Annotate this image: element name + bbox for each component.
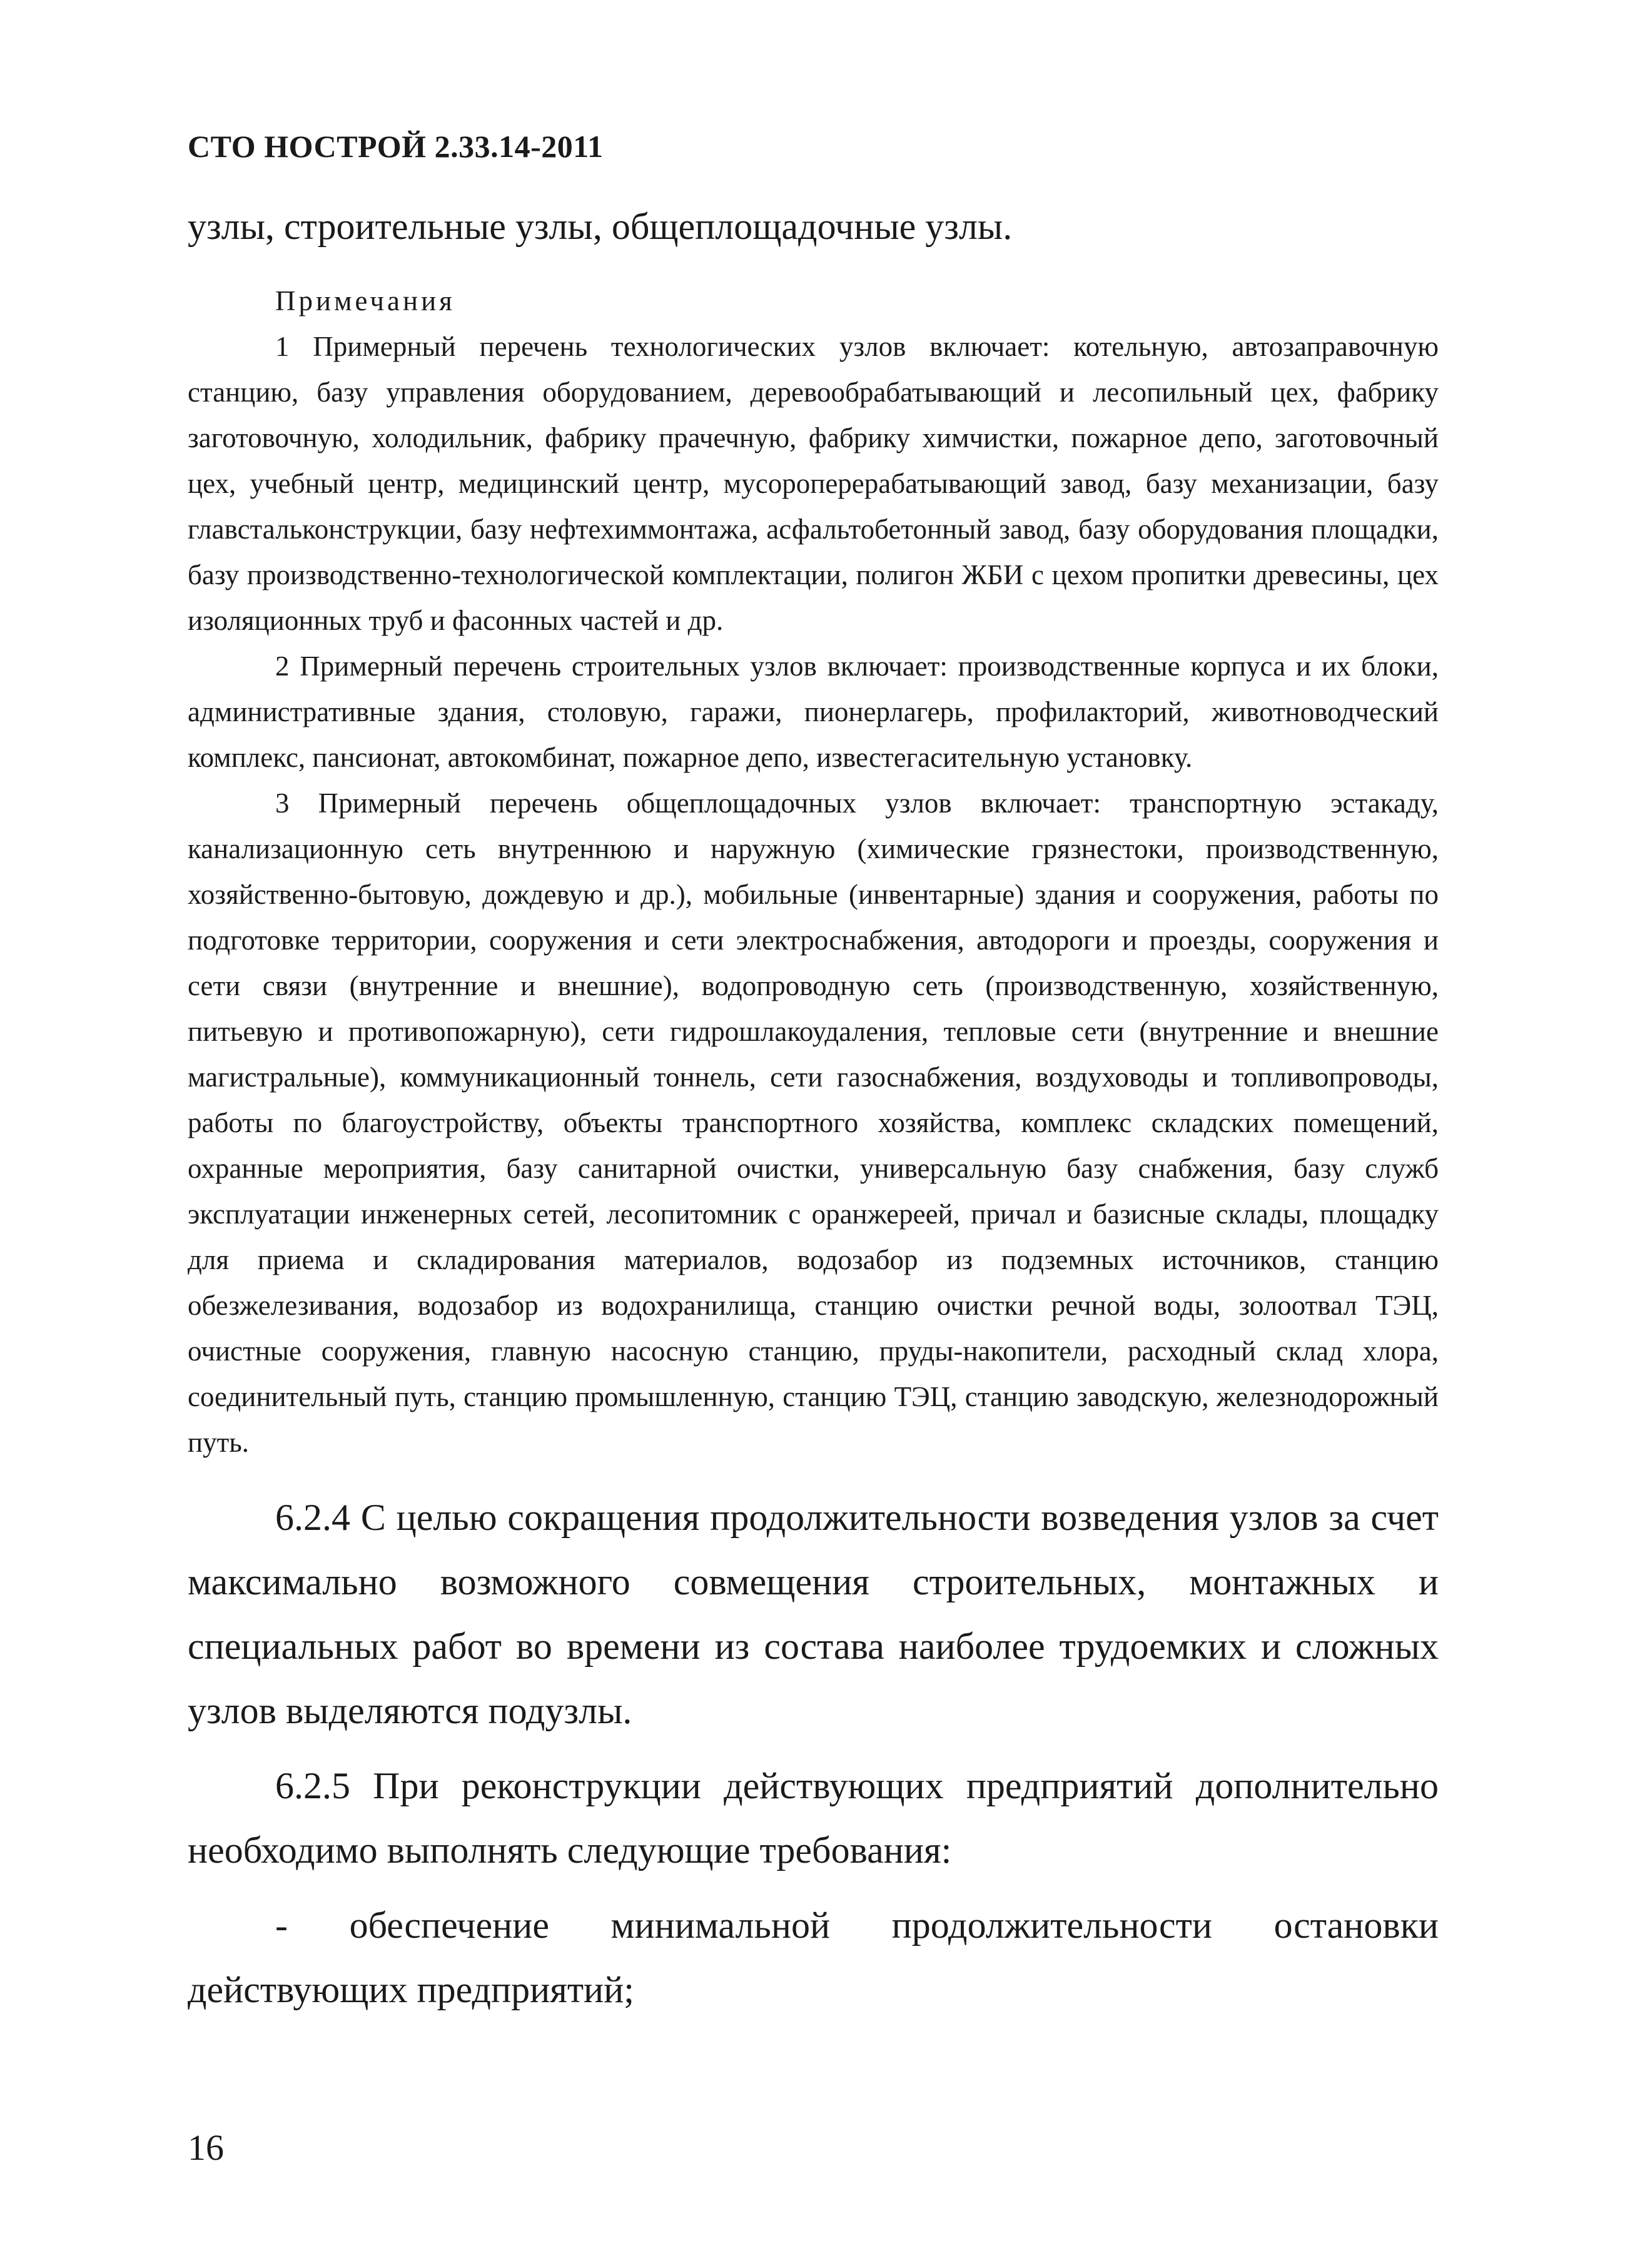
- continuation-line: узлы, строительные узлы, общеплощадочные узлы.: [188, 206, 1013, 247]
- requirement-item: - обеспечение минимальной продолжительности остановки действующих предприятий;: [188, 1905, 1439, 2010]
- page-number: 16: [188, 2127, 224, 2168]
- main-text-section: [188, 1486, 1439, 2033]
- notes-section: [188, 278, 1439, 1466]
- notes-title: Примечания: [275, 285, 455, 316]
- document-code-header: СТО НОСТРОЙ 2.33.14-2011: [188, 129, 604, 164]
- paragraph-6-2-5: 6.2.5 При реконструкции действующих предприятий дополнительно необходимо выполнять следующие требования:: [188, 1765, 1439, 1871]
- paragraph-6-2-4: 6.2.4 С целью сокращения продолжительности возведения узлов за счет максимально возможного совмещения строительных, монтажных и специальных работ во времени из состава наиболее трудоемких и сложных узлов выделяются подузлы.: [188, 1497, 1439, 1731]
- note-item-1: 1 Примерный перечень технологических узлов включает: котельную, автозаправочную станцию, базу управления оборудованием, деревообрабатывающий и лесопильный цех, фабрику заготовочную, холодильник, фабрику прачечную, фабрику химчистки, пожарное депо, заготовочный цех, учебный центр, медицинский центр, мусороперерабатывающий завод, базу механизации, базу главстальконструкции, базу нефтехиммонтажа, асфальтобетонный завод, базу оборудования площадки, базу производственно-технологической комплектации, полигон ЖБИ с цехом пропитки древесины, цех изоляционных труб и фасонных частей и др.: [188, 331, 1439, 636]
- note-item-3: 3 Примерный перечень общеплощадочных узлов включает: транспортную эстакаду, канализационную сеть внутреннюю и наружную (химические грязнестоки, производственную, хозяйственно-бытовую, дождевую и др.), мобильные (инвентарные) здания и сооружения, работы по подготовке территории, сооружения и сети электроснабжения, автодороги и проезды, сооружения и сети связи (внутренние и внешние), водопроводную сеть (производственную, хозяйственную, питьевую и противопожарную), сети гидрошлакоудаления, тепловые сети (внутренние и внешние магистральные), коммуникационный тоннель, сети газоснабжения, воздуховоды и топливопроводы, работы по благоустройству, объекты транспортного хозяйства, комплекс складских помещений, охранные мероприятия, базу санитарной очистки, универсальную базу снабжения, базу служб эксплуатации инженерных сетей, лесопитомник с оранжереей, причал и базисные склады, площадку для приема и складирования материалов, водозабор из подземных источников, станцию обезжелезивания, водозабор из водохранилища, станцию очистки речной воды, золоотвал ТЭЦ, очистные сооружения, главную насосную станцию, пруды-накопители, расходный склад хлора, соединительный путь, станцию промышленную, станцию ТЭЦ, станцию заводскую, железнодорожный путь.: [188, 787, 1439, 1458]
- note-item-2: 2 Примерный перечень строительных узлов включает: производственные корпуса и их блоки, административные здания, столовую, гаражи, пионерлагерь, профилакторий, животноводческий комплекс, пансионат, автокомбинат, пожарное депо, известегасительную установку.: [188, 651, 1439, 773]
